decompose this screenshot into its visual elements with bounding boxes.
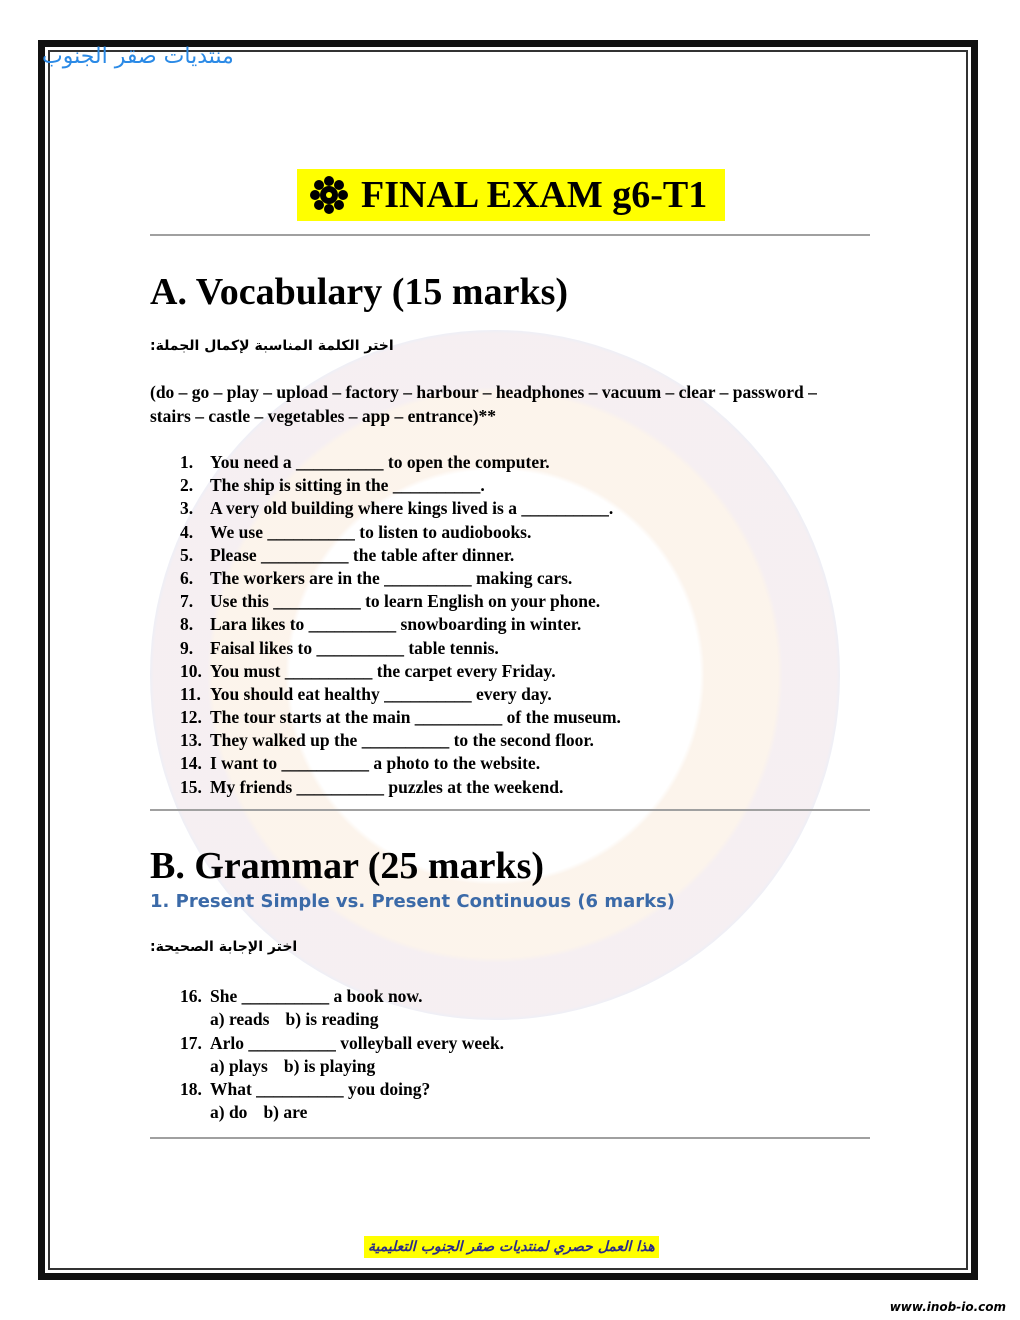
- question-item: 6. The workers are in the __________ making cars.: [180, 567, 573, 588]
- question-item: 4. We use __________ to listen to audiobooks.: [180, 521, 532, 542]
- question-item: 11. You should eat healthy __________ every day.: [180, 683, 552, 704]
- question-item: 5. Please __________ the table after dinner.: [180, 544, 515, 565]
- question-item: 3. A very old building where kings lived is a __________.: [180, 498, 614, 519]
- vocabulary-questions: [180, 451, 621, 799]
- answer-options: [180, 1101, 504, 1124]
- question-item: 7. Use this __________ to learn English on your phone.: [180, 591, 601, 612]
- answer-options: [180, 1008, 504, 1031]
- option: a) reads: [210, 1009, 270, 1030]
- option: a) plays: [210, 1055, 268, 1076]
- grammar-questions: [180, 985, 504, 1125]
- site-url: www.inob-io.com: [889, 1300, 1006, 1314]
- answer-options: [180, 1055, 504, 1078]
- question-item: 8. Lara likes to __________ snowboarding in winter.: [180, 614, 582, 635]
- question-item: 14. I want to __________ a photo to the website.: [180, 753, 541, 774]
- question-item: 15. My friends __________ puzzles at the weekend.: [180, 776, 564, 797]
- grammar-subheading: 1. Present Simple vs. Present Continuous (6 marks): [150, 891, 676, 912]
- site-watermark: منتديات صقر الجنوب: [42, 44, 234, 69]
- question-item: 9. Faisal likes to __________ table tennis.: [180, 637, 499, 658]
- question-item: 18. What __________ you doing?: [180, 1079, 431, 1100]
- divider: [150, 234, 870, 236]
- section-b-heading: B. Grammar (25 marks): [150, 845, 545, 887]
- option: b) is playing: [283, 1055, 376, 1076]
- option: a) do: [210, 1102, 248, 1123]
- exam-title: FINAL EXAM g6-T1: [361, 174, 708, 216]
- option: b) are: [263, 1102, 308, 1123]
- question-item: 13. They walked up the __________ to the second floor.: [180, 730, 594, 751]
- divider: [150, 809, 870, 811]
- word-bank: (do – go – play – upload – factory – harbour – headphones – vacuum – clear – password – stairs – castle – vegetables – app – entrance)**: [150, 382, 817, 426]
- question-item: 17. Arlo __________ volleyball every week.: [180, 1032, 505, 1053]
- exam-title-banner: [297, 169, 725, 221]
- footer-exclusive-note: هذا العمل حصري لمنتديات صقر الجنوب التعليمية: [364, 1236, 659, 1258]
- question-item: 10. You must __________ the carpet every Friday.: [180, 660, 556, 681]
- divider: [150, 1137, 870, 1139]
- section-a-heading: A. Vocabulary (15 marks): [150, 271, 569, 313]
- option: b) is reading: [285, 1009, 379, 1030]
- flower-bullet-icon: [305, 175, 353, 215]
- section-b-instruction: اختر الإجابة الصحيحة:: [150, 939, 298, 955]
- question-item: 2. The ship is sitting in the __________.: [180, 475, 485, 496]
- section-a-instruction: اختر الكلمة المناسبة لإكمال الجملة:: [150, 338, 394, 354]
- question-item: 16. She __________ a book now.: [180, 986, 423, 1006]
- question-item: 1. You need a __________ to open the computer.: [180, 452, 550, 472]
- question-item: 12. The tour starts at the main __________ of the museum.: [180, 707, 621, 728]
